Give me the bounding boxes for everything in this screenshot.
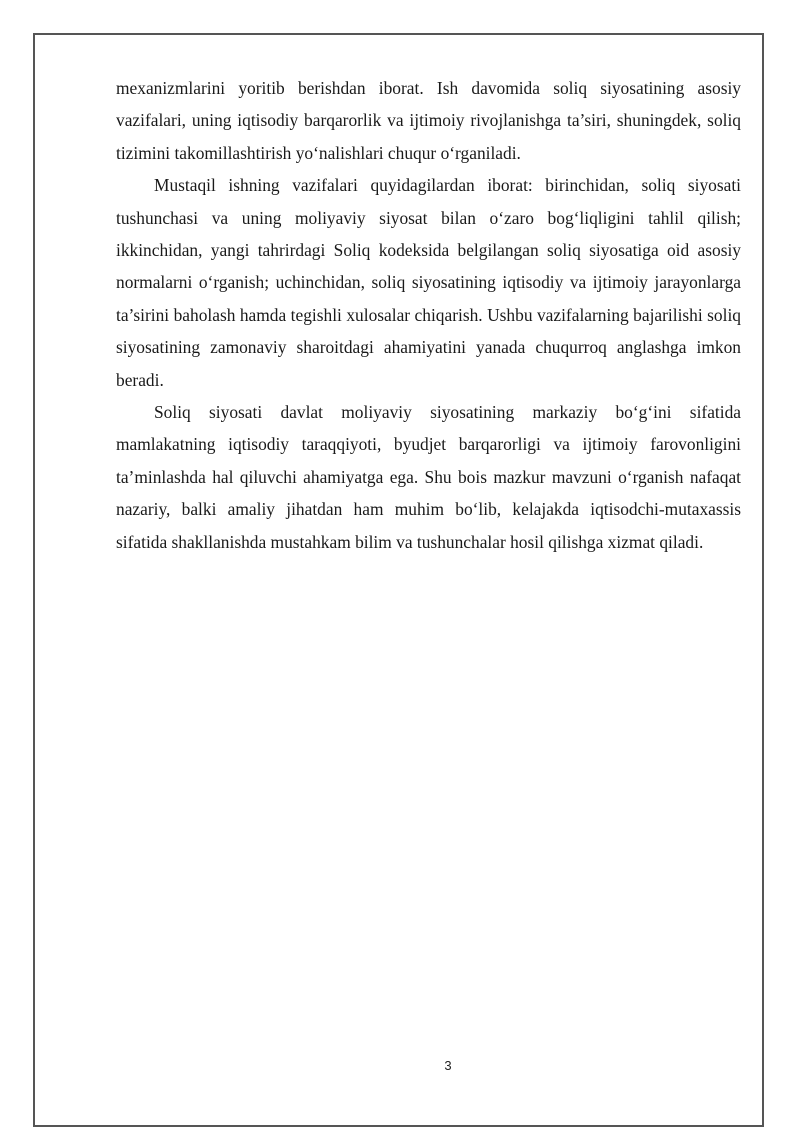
paragraph-conclusion: Soliq siyosati davlat moliyaviy siyosatining markaziy bo‘g‘ini sifatida mamlakatning iqtisodiy taraqqiyoti, byudjet barqarorligi va ijtimoiy farovonligini ta’minlashda hal qiluvchi ahamiyatga ega. Shu bois mazkur mavzuni o‘rganish nafaqat nazariy, balki amaliy jihatdan ham muhim bo‘lib, kelajakda iqtisodchi-mutaxassis sifatida shakllanishda mustahkam bilim va tushunchalar hosil qilishga xizmat qiladi. (116, 402, 741, 552)
page-number: 3 (444, 1058, 452, 1073)
paragraph-tasks: Mustaqil ishning vazifalari quyidagilardan iborat: birinchidan, soliq siyosati tushunchasi va uning moliyaviy siyosat bilan o‘zaro bog‘liqligini tahlil qilish; ikkinchidan, yangi tahrirdagi Soliq kodeksida belgilangan soliq siyosatiga oid asosiy normalarni o‘rganish; uchinchidan, soliq siyosatining iqtisodiy va ijtimoiy jarayonlarga ta’sirini baholash hamda tegishli xulosalar chiqarish. Ushbu vazifalarning bajarilishi soliq siyosatining zamonaviy sharoitdagi ahamiyatini yanada chuqurroq anglashga imkon beradi. (116, 175, 741, 390)
paragraph-continuation: mexanizmlarini yoritib berishdan iborat. Ish davomida soliq siyosatining asosiy vazifalari, uning iqtisodiy barqarorlik va ijtimoiy rivojlanishga ta’siri, shuningdek, soliq tizimini takomillashtirish yo‘nalishlari chuqur o‘rganiladi. (116, 78, 741, 163)
document-body (116, 72, 741, 558)
